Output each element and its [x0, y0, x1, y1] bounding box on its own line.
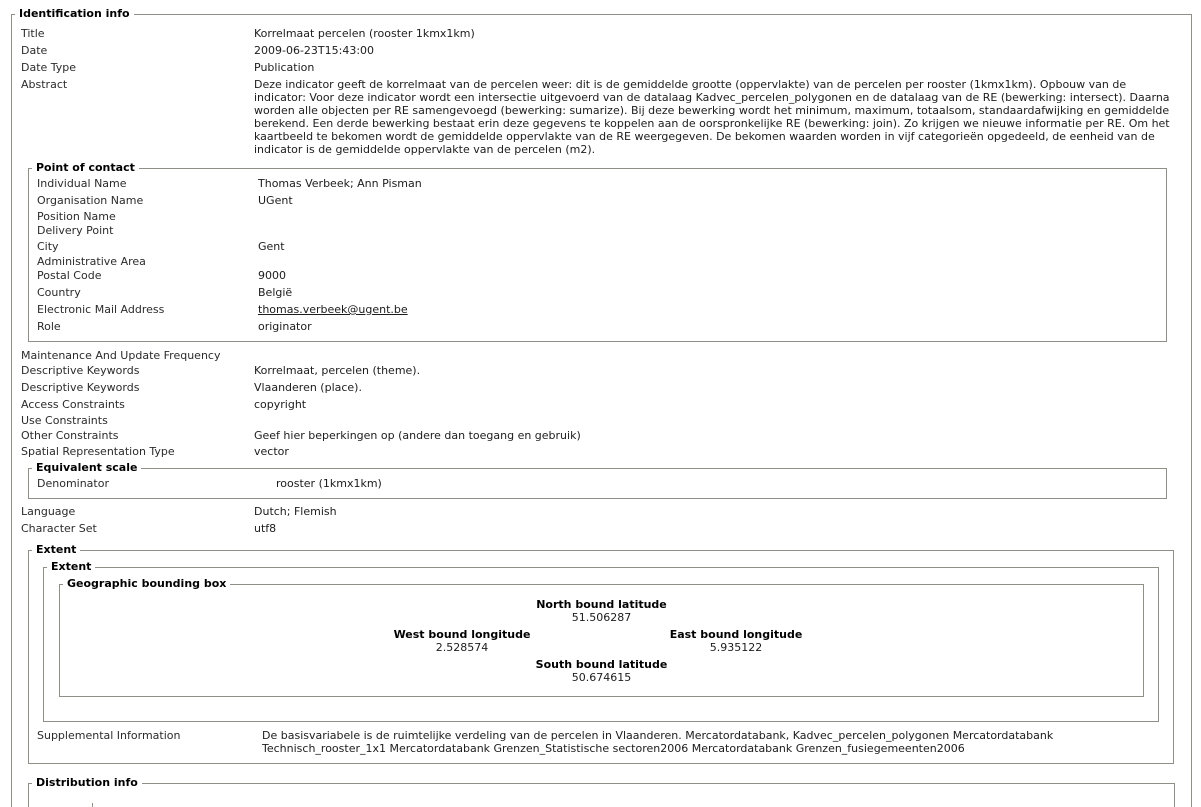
field-row-position-name	[29, 210, 1166, 223]
field-value-role: originator	[258, 320, 312, 333]
field-value-spatial-representation-type: vector	[254, 445, 289, 458]
south-bound-latitude-value: 50.674615	[571, 671, 632, 684]
field-row-postal-code	[29, 269, 1166, 282]
east-bound-longitude-label: East bound longitude	[669, 628, 803, 641]
distribution-info-section	[28, 777, 1175, 807]
field-value-access-constraints: copyright	[254, 398, 307, 411]
field-value-other-constraints: Geef hier beperkingen op (andere dan toegang en gebruik)	[254, 429, 581, 442]
field-row-city	[29, 240, 1166, 253]
field-label-country: Country	[37, 286, 81, 299]
field-label-use-constraints: Use Constraints	[21, 414, 108, 427]
field-label-postal-code: Postal Code	[37, 269, 102, 282]
field-label-individual-name: Individual Name	[37, 177, 127, 190]
field-row-date	[12, 44, 1191, 57]
south-bound-latitude-label: South bound latitude	[535, 658, 668, 671]
field-row-title	[12, 27, 1191, 40]
field-value-country: België	[258, 286, 293, 299]
field-label-title: Title	[21, 27, 45, 40]
field-label-keywords-place: Descriptive Keywords	[21, 381, 140, 394]
east-bound-longitude-block	[670, 628, 803, 654]
field-label-position-name: Position Name	[37, 210, 116, 223]
bounding-box	[60, 590, 1143, 684]
field-label-role: Role	[37, 320, 61, 333]
field-label-city: City	[37, 240, 59, 253]
field-row-access-constraints	[12, 398, 1191, 411]
field-label-access-constraints: Access Constraints	[21, 398, 125, 411]
geographic-bounding-box-section	[59, 578, 1144, 697]
section-legend-point-of-contact: Point of contact	[36, 161, 135, 174]
field-label-email: Electronic Mail Address	[37, 303, 165, 316]
field-label-date: Date	[21, 44, 48, 57]
field-label-administrative-area: Administrative Area	[37, 255, 146, 268]
field-value-denominator: rooster (1kmx1km)	[276, 477, 382, 490]
field-value-abstract: Deze indicator geeft de korrelmaat van de percelen weer: dit is de gemiddelde grootte (oppervlakte) van de percelen per rooster (1kmx1km). Opbouw van de indicator: Voor deze indicator wordt een intersectie uitgevoerd van de datalaag Kadvec_percelen_polygonen en de datalaag van de RE (bewerking: intersect). Daarna worden alle objecten per RE samengevoegd (bewerking: sumarize). Bij deze bewerking wordt het minimum, maximum, totaalsom, standaardafwijking en gemiddelde berekend. Een derde bewerking bestaat erin deze gegevens te koppelen aan de oorspronkelijke RE (bewerking: join). Zo krijgen we nieuwe informatie per RE. Om het kaartbeeld te bekomen wordt de gemiddelde oppervlakte van de RE weergegeven. De bekomen waarden worden in vijf categorieën opgedeeld, de eenheid van de indicator is de gemiddelde oppervlakte van de percelen (m2).	[254, 78, 1170, 156]
field-row-email	[29, 303, 1166, 316]
point-of-contact-section	[28, 162, 1167, 342]
north-bound-latitude-value: 51.506287	[571, 611, 632, 624]
identification-info-section	[11, 8, 1192, 807]
field-row-other-constraints	[12, 429, 1191, 442]
field-row-spatial-representation-type	[12, 445, 1191, 458]
field-row-language	[12, 505, 1191, 518]
field-label-delivery-point: Delivery Point	[37, 224, 114, 237]
field-row-country	[29, 286, 1166, 299]
email-link[interactable]: thomas.verbeek@ugent.be	[258, 303, 408, 316]
field-row-administrative-area	[29, 255, 1166, 268]
field-row-keywords-theme	[12, 364, 1191, 377]
field-value-keywords-place: Vlaanderen (place).	[254, 381, 362, 394]
field-value-individual-name: Thomas Verbeek; Ann Pisman	[258, 177, 422, 190]
field-value-title: Korrelmaat percelen (rooster 1kmx1km)	[254, 27, 475, 40]
extent-inner-section	[43, 561, 1159, 722]
field-row-organisation-name	[29, 194, 1166, 207]
section-legend-extent-inner: Extent	[51, 560, 92, 573]
field-value-city: Gent	[258, 240, 285, 253]
field-label-character-set: Character Set	[21, 522, 97, 535]
field-row-keywords-place	[12, 381, 1191, 394]
field-value-character-set: utf8	[254, 522, 277, 535]
field-row-role	[29, 320, 1166, 333]
north-bound-latitude-label: North bound latitude	[536, 598, 667, 611]
field-row-use-constraints	[12, 414, 1191, 427]
field-row-individual-name	[29, 177, 1166, 190]
west-bound-longitude-block	[394, 628, 531, 654]
field-label-maintenance: Maintenance And Update Frequency	[21, 349, 221, 362]
section-legend-distribution-info: Distribution info	[36, 776, 138, 789]
field-row-delivery-point	[29, 224, 1166, 237]
field-label-language: Language	[21, 505, 76, 518]
field-value-date: 2009-06-23T15:43:00	[254, 44, 375, 57]
field-label-other-constraints: Other Constraints	[21, 429, 119, 442]
field-value-organisation-name: UGent	[258, 194, 293, 207]
field-label-denominator: Denominator	[37, 477, 109, 490]
equivalent-scale-section	[28, 462, 1167, 499]
field-label-supplemental-information: Supplemental Information	[37, 729, 181, 742]
east-bound-longitude-value: 5.935122	[709, 641, 763, 654]
section-legend-identification-info: Identification info	[19, 7, 130, 20]
west-bound-longitude-value: 2.528574	[435, 641, 489, 654]
field-label-abstract: Abstract	[21, 78, 68, 91]
field-row-date-type	[12, 61, 1191, 74]
section-legend-equivalent-scale: Equivalent scale	[36, 461, 138, 474]
field-label-spatial-representation-type: Spatial Representation Type	[21, 445, 175, 458]
field-value-date-type: Publication	[254, 61, 315, 74]
section-legend-geographic-bounding-box: Geographic bounding box	[67, 577, 227, 590]
field-row-maintenance	[12, 349, 1191, 362]
field-label-date-type: Date Type	[21, 61, 77, 74]
field-row-abstract	[12, 78, 1191, 156]
clipped-nested-fieldset-edge	[92, 803, 93, 807]
field-value-postal-code: 9000	[258, 269, 286, 282]
west-bound-longitude-label: West bound longitude	[393, 628, 531, 641]
field-value-keywords-theme: Korrelmaat, percelen (theme).	[254, 364, 421, 377]
extent-outer-section	[28, 544, 1174, 764]
field-label-organisation-name: Organisation Name	[37, 194, 144, 207]
section-legend-extent-outer: Extent	[36, 543, 77, 556]
field-row-denominator	[29, 477, 1166, 490]
field-value-language: Dutch; Flemish	[254, 505, 337, 518]
field-value-supplemental-information: De basisvariabele is de ruimtelijke verdeling van de percelen in Vlaanderen. Mercatordatabank, Kadvec_percelen_polygonen Mercatordatabank Technisch_rooster_1x1 Mercatordatabank Grenzen_Statistische sectoren2006 Mercatordatabank Grenzen_fusiegemeenten2006	[262, 729, 1054, 755]
field-row-character-set	[12, 522, 1191, 535]
field-row-supplemental-information	[29, 729, 1173, 755]
field-label-keywords-theme: Descriptive Keywords	[21, 364, 140, 377]
